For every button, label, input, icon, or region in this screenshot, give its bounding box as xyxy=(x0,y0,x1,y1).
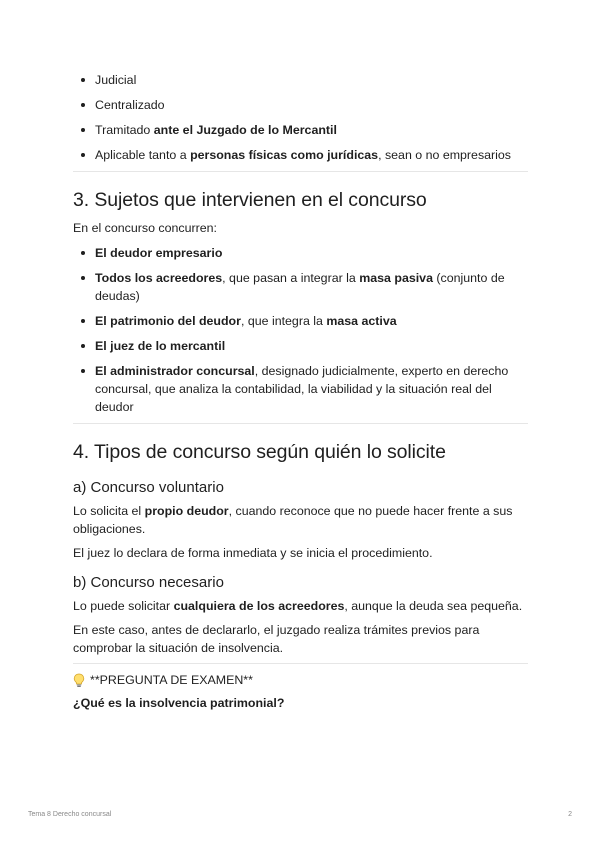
item-text: (conjunto de deudas) xyxy=(95,271,505,303)
item-bold: ante el Juzgado de lo Mercantil xyxy=(153,123,337,137)
list-item xyxy=(95,337,528,355)
para-bold: cualquiera de los acreedores xyxy=(173,599,345,613)
para-text: , aunque la deuda sea pequeña. xyxy=(344,599,523,613)
item-bold: El patrimonio del deudor xyxy=(95,314,241,328)
para-bold: propio deudor xyxy=(144,504,229,518)
section-4-heading: 4. Tipos de concurso según quién lo solicite xyxy=(73,441,446,463)
item-bold: Todos los acreedores xyxy=(95,271,223,285)
item-bold: masa activa xyxy=(326,314,397,328)
exam-label: **PREGUNTA DE EXAMEN** xyxy=(90,673,253,687)
item-bold: El administrador concursal xyxy=(95,364,255,378)
characteristics-list xyxy=(73,71,528,164)
list-item xyxy=(95,71,528,89)
item-text: Aplicable tanto a xyxy=(95,148,191,162)
item-text: , sean o no empresarios xyxy=(378,148,512,162)
item-text: Judicial xyxy=(95,73,137,87)
list-item xyxy=(95,362,528,416)
divider xyxy=(73,663,528,664)
page-number: 2 xyxy=(568,811,572,818)
subsection-a-heading: a) Concurso voluntario xyxy=(73,479,224,496)
section-3-intro: En el concurso concurren: xyxy=(73,221,217,235)
item-text: Centralizado xyxy=(95,98,165,112)
divider xyxy=(73,171,528,172)
item-text: Tramitado xyxy=(95,123,154,137)
divider xyxy=(73,423,528,424)
item-bold: El juez de lo mercantil xyxy=(95,339,226,353)
subsection-b-heading: b) Concurso necesario xyxy=(73,574,224,591)
item-text: , designado judicialmente, experto en derecho concursal, que analiza la contabilidad, la viabilidad y la situación real del deudor xyxy=(95,364,509,414)
list-item xyxy=(95,146,528,164)
exam-callout xyxy=(73,671,528,689)
item-text: , que pasan a integrar la xyxy=(222,271,360,285)
page-content xyxy=(73,71,528,712)
list-item xyxy=(95,269,528,305)
para-text: , cuando reconoce que no puede hacer frente a sus obligaciones. xyxy=(73,504,513,536)
subsection-a-paragraph xyxy=(73,502,528,538)
question-bold: ¿Qué es la insolvencia patrimonial? xyxy=(73,696,285,710)
list-item xyxy=(95,244,528,262)
item-bold: El deudor empresario xyxy=(95,246,223,260)
exam-question xyxy=(73,694,528,712)
item-bold: personas físicas como jurídicas xyxy=(190,148,379,162)
subsection-a-paragraph-2: El juez lo declara de forma inmediata y se inicia el procedimiento. xyxy=(73,546,433,560)
list-item xyxy=(95,121,528,139)
para-text: Lo solicita el xyxy=(73,504,145,518)
subsection-b-paragraph xyxy=(73,597,528,615)
subsection-b-paragraph-2: En este caso, antes de declararlo, el juzgado realiza trámites previos para comprobar la situación de insolvencia. xyxy=(73,623,480,655)
section-3-heading: 3. Sujetos que intervienen en el concurso xyxy=(73,189,427,211)
item-bold: masa pasiva xyxy=(359,271,433,285)
participants-list xyxy=(73,244,528,416)
list-item xyxy=(95,96,528,114)
para-text: Lo puede solicitar xyxy=(73,599,174,613)
lightbulb-icon xyxy=(73,673,85,688)
list-item xyxy=(95,312,528,330)
footer-title: Tema 8 Derecho concursal xyxy=(28,811,112,818)
item-text: , que integra la xyxy=(240,314,327,328)
